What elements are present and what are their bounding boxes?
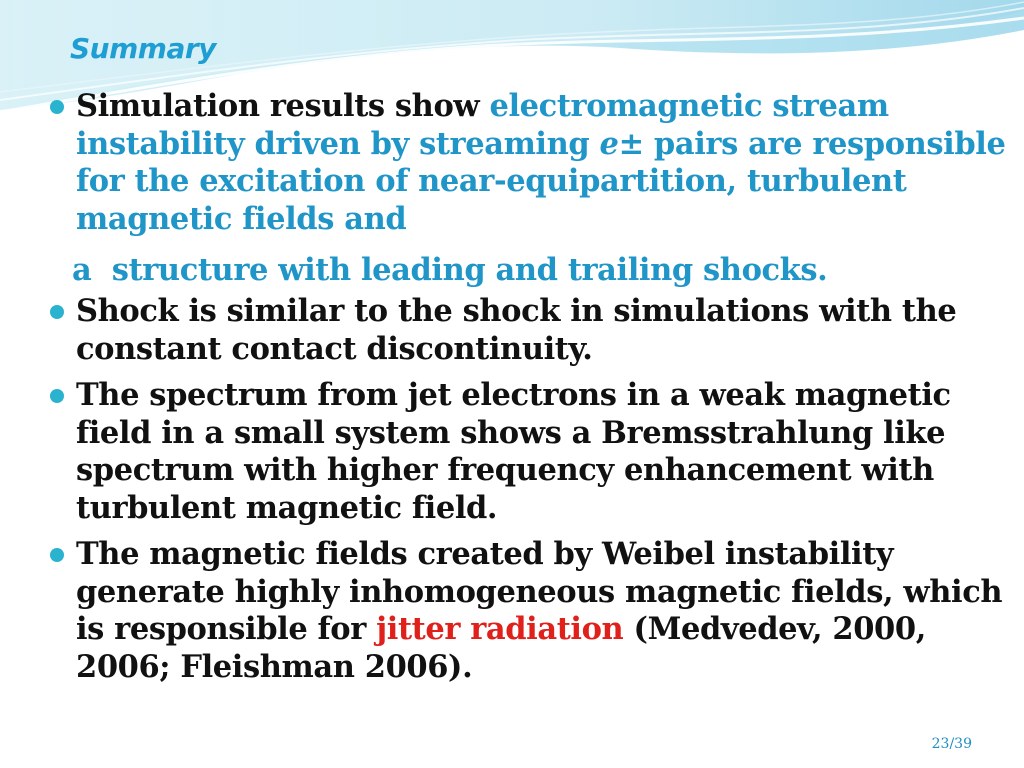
bullet-dot (50, 305, 64, 319)
bullet-dot (50, 100, 64, 114)
bullet-list (48, 88, 1008, 695)
bullet-simulation-results (48, 88, 1008, 238)
bullet-text-italic-e: e (599, 125, 619, 162)
page-number: 23/39 (931, 736, 972, 752)
bullet-text-lead: The magnetic fields created by Weibel instability generate highly inhomogeneous magnetic fields, which is responsible for (76, 536, 1003, 647)
bullet-text-lead: Simulation results show (76, 88, 490, 124)
bullet-dot (50, 389, 64, 403)
bullet-shock-similar (48, 293, 1008, 368)
bullet-spectrum (48, 377, 1008, 527)
bullet-text: The spectrum from jet electrons in a weak magnetic field in a small system shows a Bremsstrahlung like spectrum with higher frequency enhancement with turbulent magnetic field. (76, 377, 951, 526)
slide-title: Summary (70, 32, 216, 65)
bullet-text-accent: electromagnetic stream instability driven by streaming (76, 88, 889, 162)
bullet-continuation-line: a structure with leading and trailing shocks. (72, 252, 828, 288)
jitter-radiation-highlight: jitter radiation (376, 611, 624, 647)
bullet-text-tail: (Medvedev, 2000, 2006; Fleishman 2006). (76, 611, 926, 685)
bullet-text-accent-tail: ± pairs are responsible for the excitation of near-equipartition, turbulent magnetic fields and (76, 125, 1006, 237)
bullet-dot (50, 548, 64, 562)
bullet-weibel (48, 536, 1008, 686)
bullet-text: Shock is similar to the shock in simulations with the constant contact discontinuity. (76, 293, 957, 367)
